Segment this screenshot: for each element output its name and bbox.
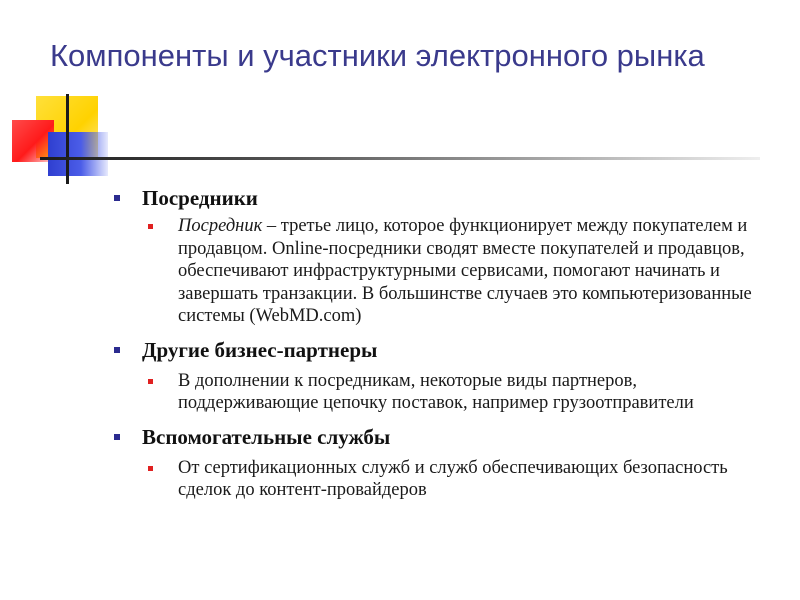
red-square-bullet-icon xyxy=(148,224,153,229)
square-bullet-icon xyxy=(114,434,120,440)
bullet-list xyxy=(108,186,778,502)
square-bullet-icon xyxy=(114,195,120,201)
bullet-item-level2 xyxy=(108,457,778,502)
red-square-bullet-icon xyxy=(148,379,153,384)
section-heading: Другие бизнес-партнеры xyxy=(142,337,378,362)
section-heading: Посредники xyxy=(142,186,258,210)
bullet-item-level1 xyxy=(108,338,778,362)
decorative-blue-square xyxy=(48,132,108,176)
bullet-item-level1 xyxy=(108,186,778,210)
section-heading: Вспомогательные службы xyxy=(142,424,391,449)
bullet-item-level2 xyxy=(108,215,778,328)
term-italic: Посредник xyxy=(178,216,263,236)
item-text: – третье лицо, которое функционирует между покупателем и продавцом. Online-посредники сводят вместе покупателей и продавцов, обеспечивают инфраструктурными сервисами, помогают начинать и завершать транзакции. В большинстве случаев это компьютеризованные системы (WebMD.com) xyxy=(178,216,752,326)
slide-title: Компоненты и участники электронного рынка xyxy=(50,38,705,73)
red-square-bullet-icon xyxy=(148,466,153,471)
decorative-vertical-line xyxy=(66,94,69,184)
item-text: От сертификационных служб и служб обеспечивающих безопасность сделок до контент-провайдеров xyxy=(178,457,728,500)
bullet-item-level2 xyxy=(108,370,778,415)
square-bullet-icon xyxy=(114,347,120,353)
bullet-item-level1 xyxy=(108,425,778,449)
item-text: В дополнении к посредникам, некоторые виды партнеров, поддерживающие цепочку поставок, например грузоотправители xyxy=(178,370,694,413)
title-underline-divider xyxy=(40,157,760,160)
